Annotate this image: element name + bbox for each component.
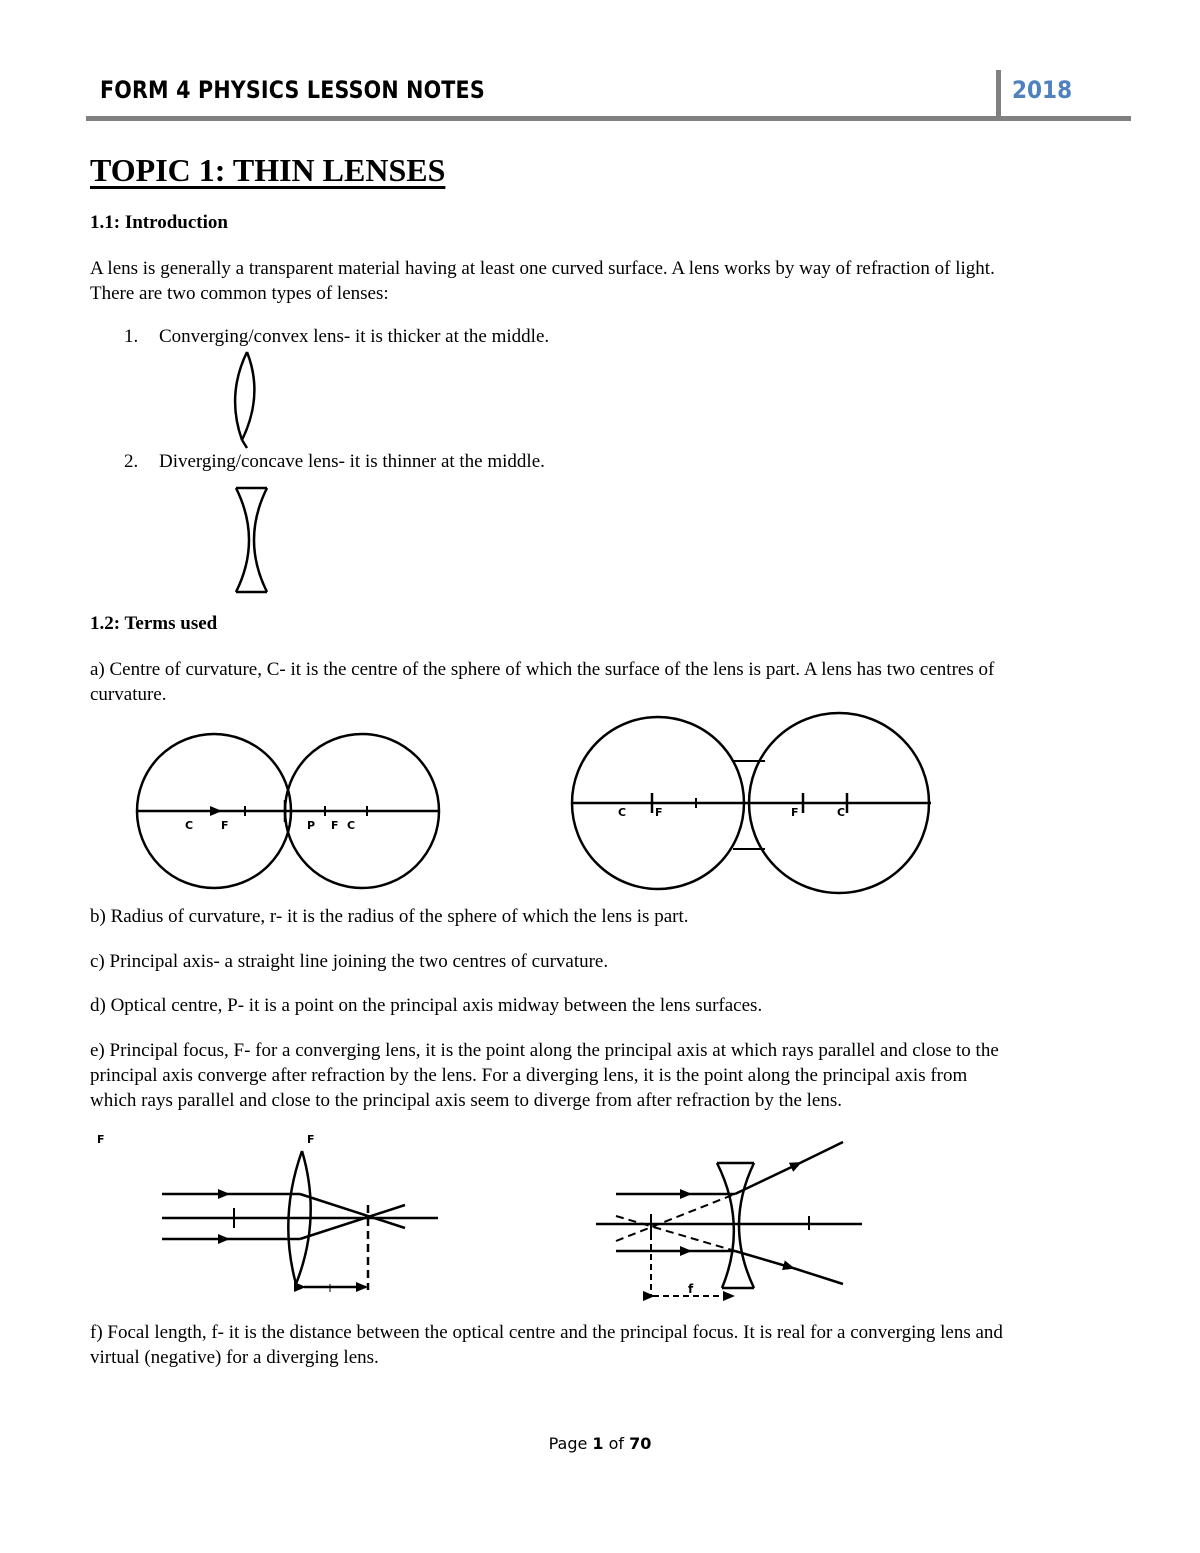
concave-curvature-diagram (571, 713, 931, 893)
page-footer (0, 1434, 1200, 1453)
list-item-1-text: Converging/convex lens- it is thicker at the middle. (159, 326, 550, 347)
term-e-line-3: which rays parallel and close to the principal axis seem to diverge from after refraction by the lens. (90, 1090, 842, 1111)
term-f-line-2: virtual (negative) for a diverging lens. (90, 1347, 379, 1368)
topic-title: TOPIC 1: THIN LENSES (90, 152, 446, 188)
label-c-left-concave: C (618, 806, 627, 819)
footer-page-number: 1 (592, 1434, 604, 1453)
label-c-right: C (347, 819, 356, 832)
list-item-1-number: 1. (124, 326, 139, 347)
document-header-year: 2018 (1012, 76, 1073, 104)
footer-page-word: Page (548, 1434, 588, 1453)
label-f-right: F (331, 819, 339, 832)
label-f-left: F (221, 819, 229, 832)
label-f-left-concave: F (655, 806, 663, 819)
label-f-focal-diverging: f (688, 1282, 694, 1296)
convex-curvature-diagram (137, 734, 439, 888)
label-f-right-concave: F (791, 806, 799, 819)
term-f-line-1: f) Focal length, f- it is the distance between the optical centre and the principal focus. It is real for a converging lens and (90, 1322, 1003, 1343)
terms-heading: 1.2: Terms used (90, 613, 218, 634)
label-f-top-mid: F (307, 1133, 315, 1146)
document-header-title: FORM 4 PHYSICS LESSON NOTES (100, 76, 485, 104)
intro-heading: 1.1: Introduction (90, 212, 228, 233)
intro-paragraph-line-1: A lens is generally a transparent material having at least one curved surface. A lens works by way of refraction of light. (90, 258, 995, 279)
convex-curvature-labels (185, 819, 355, 832)
list-item-2-text: Diverging/concave lens- it is thinner at the middle. (159, 451, 545, 472)
term-a-line-1: a) Centre of curvature, C- it is the centre of the sphere of which the surface of the lens is part. A lens has two centres of (90, 659, 995, 680)
term-c: c) Principal axis- a straight line joining the two centres of curvature. (90, 951, 609, 972)
term-b: b) Radius of curvature, r- it is the radius of the sphere of which the lens is part. (90, 906, 689, 927)
footer-of-word: of (608, 1434, 625, 1453)
diverging-focus-diagram (596, 1142, 862, 1296)
term-a-line-2: curvature. (90, 684, 167, 705)
term-e-line-1: e) Principal focus, F- for a converging lens, it is the point along the principal axis at which rays parallel and close to the (90, 1040, 999, 1061)
concave-lens-icon (236, 488, 267, 592)
list-item-2-number: 2. (124, 451, 139, 472)
label-p: P (307, 819, 316, 832)
label-f-top-left: F (97, 1133, 105, 1146)
term-e-line-2: principal axis converge after refraction by the lens. For a diverging lens, it is the point along the principal axis from (90, 1065, 968, 1086)
footer-total-pages: 70 (629, 1434, 652, 1453)
term-d: d) Optical centre, P- it is a point on the principal axis midway between the lens surfaces. (90, 995, 763, 1016)
intro-paragraph-line-2: There are two common types of lenses: (90, 283, 389, 304)
label-c-right-concave: C (837, 806, 846, 819)
convex-lens-icon (235, 352, 254, 448)
converging-focus-diagram (97, 1133, 438, 1292)
label-c-left: C (185, 819, 194, 832)
